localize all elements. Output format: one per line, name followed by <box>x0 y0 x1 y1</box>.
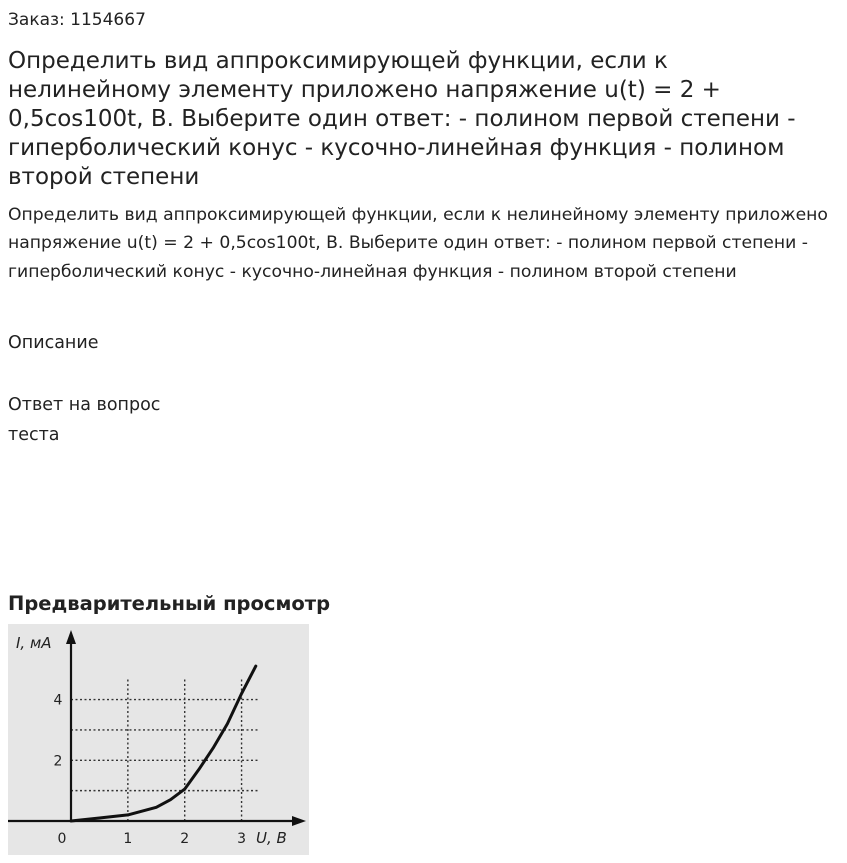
question-text: Определить вид аппроксимирующей функции, если к нелинейному элементу приложено напряжение u(t) = 2 + 0,5cos100t, В. Выберите один ответ: - полином первой степени - гиперболический конус - кусочно-линейная функция - полином второй степени <box>8 205 828 282</box>
x-tick-label: 1 <box>123 831 133 847</box>
order-number: Заказ: 1154667 <box>8 10 146 30</box>
x-axis-label: U, В <box>256 829 287 847</box>
y-axis-label: I, мА <box>16 634 52 652</box>
preview-heading: Предварительный просмотр <box>8 592 331 615</box>
page-title: Определить вид аппроксимирующей функции, если к нелинейному элементу приложено напряжение u(t) = 2 + 0,5cos100t, В. Выберите один ответ: - полином первой степени - гиперболический конус - кусочно-линейная функция - полином второй степени <box>8 48 796 190</box>
answer-label: Ответ на вопрос теста <box>8 395 161 445</box>
y-tick-label: 2 <box>53 753 63 770</box>
x-tick-label: 2 <box>180 831 190 847</box>
y-tick-label: 4 <box>53 692 63 709</box>
x-tick-label: 0 <box>57 831 67 847</box>
preview-image <box>8 624 309 855</box>
description-label: Описание <box>8 333 99 353</box>
iv-chart <box>8 624 309 855</box>
x-tick-label: 3 <box>237 831 247 847</box>
